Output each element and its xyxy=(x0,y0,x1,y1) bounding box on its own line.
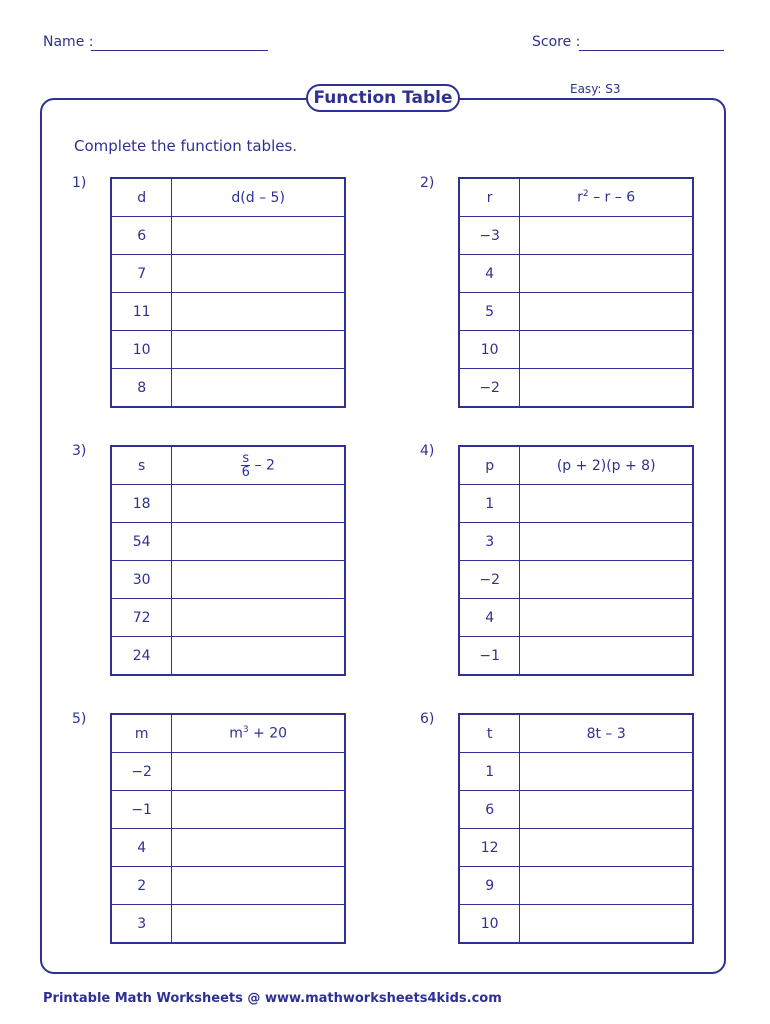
input-value: 3 xyxy=(459,523,520,561)
score-field[interactable] xyxy=(579,34,724,51)
answer-cell[interactable] xyxy=(172,369,345,408)
rule-header xyxy=(172,446,345,485)
answer-cell[interactable] xyxy=(172,599,345,637)
rule-header: d(d – 5) xyxy=(172,178,345,217)
answer-cell[interactable] xyxy=(172,905,345,944)
answer-cell[interactable] xyxy=(172,829,345,867)
answer-cell[interactable] xyxy=(520,599,693,637)
input-header: m xyxy=(111,714,172,753)
answer-cell[interactable] xyxy=(172,561,345,599)
input-value: 5 xyxy=(459,293,520,331)
input-value: 4 xyxy=(111,829,172,867)
input-header: t xyxy=(459,714,520,753)
answer-cell[interactable] xyxy=(520,523,693,561)
input-header: d xyxy=(111,178,172,217)
input-value: −1 xyxy=(111,791,172,829)
input-value: 10 xyxy=(459,331,520,369)
rule-fraction xyxy=(241,452,250,479)
name-label: Name : xyxy=(43,34,94,50)
input-value: 12 xyxy=(459,829,520,867)
input-value: −2 xyxy=(111,753,172,791)
answer-cell[interactable] xyxy=(520,561,693,599)
rule-base: m xyxy=(229,725,243,742)
input-value: 72 xyxy=(111,599,172,637)
answer-cell[interactable] xyxy=(172,331,345,369)
answer-cell[interactable] xyxy=(172,217,345,255)
answer-cell[interactable] xyxy=(520,331,693,369)
fraction-numerator: s xyxy=(242,451,250,466)
rule-header xyxy=(172,714,345,753)
answer-cell[interactable] xyxy=(520,753,693,791)
answer-cell[interactable] xyxy=(520,217,693,255)
level-label: Easy: S3 xyxy=(570,82,621,96)
rule-rest: – 2 xyxy=(250,457,275,474)
answer-cell[interactable] xyxy=(520,369,693,408)
input-value: 1 xyxy=(459,753,520,791)
input-value: 6 xyxy=(459,791,520,829)
input-value: 4 xyxy=(459,599,520,637)
answer-cell[interactable] xyxy=(172,791,345,829)
rule-header: (p + 2)(p + 8) xyxy=(520,446,693,485)
answer-cell[interactable] xyxy=(172,867,345,905)
input-value: 54 xyxy=(111,523,172,561)
input-value: −3 xyxy=(459,217,520,255)
rule-base: r xyxy=(577,189,583,206)
input-value: 24 xyxy=(111,637,172,676)
answer-cell[interactable] xyxy=(520,829,693,867)
problem-number: 2) xyxy=(420,175,435,191)
answer-cell[interactable] xyxy=(172,523,345,561)
instructions: Complete the function tables. xyxy=(74,137,298,155)
answer-cell[interactable] xyxy=(172,293,345,331)
problem-number: 1) xyxy=(72,175,87,191)
input-header: s xyxy=(111,446,172,485)
input-value: 8 xyxy=(111,369,172,408)
input-value: 18 xyxy=(111,485,172,523)
input-header: p xyxy=(459,446,520,485)
rule-header xyxy=(520,178,693,217)
input-value: 1 xyxy=(459,485,520,523)
answer-cell[interactable] xyxy=(172,753,345,791)
input-value: 30 xyxy=(111,561,172,599)
input-header: r xyxy=(459,178,520,217)
input-value: 9 xyxy=(459,867,520,905)
function-table-5 xyxy=(110,713,346,944)
input-value: −2 xyxy=(459,561,520,599)
answer-cell[interactable] xyxy=(520,905,693,944)
input-value: 11 xyxy=(111,293,172,331)
rule-rest: + 20 xyxy=(248,725,288,742)
function-table-2 xyxy=(458,177,694,408)
rule-exponent: 3 xyxy=(242,725,249,736)
answer-cell[interactable] xyxy=(520,293,693,331)
function-table-1 xyxy=(110,177,346,408)
function-table-6 xyxy=(458,713,694,944)
answer-cell[interactable] xyxy=(520,791,693,829)
function-table-3 xyxy=(110,445,346,676)
rule-rest: – r – 6 xyxy=(588,189,636,206)
input-value: 10 xyxy=(459,905,520,944)
input-value: 10 xyxy=(111,331,172,369)
answer-cell[interactable] xyxy=(520,485,693,523)
answer-cell[interactable] xyxy=(172,485,345,523)
problem-number: 3) xyxy=(72,443,87,459)
worksheet-title: Function Table xyxy=(306,84,460,112)
answer-cell[interactable] xyxy=(520,255,693,293)
answer-cell[interactable] xyxy=(520,867,693,905)
input-value: 4 xyxy=(459,255,520,293)
fraction-denominator: 6 xyxy=(241,465,250,480)
name-field[interactable] xyxy=(91,34,268,51)
problem-number: 4) xyxy=(420,443,435,459)
rule-header: 8t – 3 xyxy=(520,714,693,753)
input-value: 6 xyxy=(111,217,172,255)
answer-cell[interactable] xyxy=(520,637,693,676)
function-table-4 xyxy=(458,445,694,676)
input-value: −1 xyxy=(459,637,520,676)
answer-cell[interactable] xyxy=(172,255,345,293)
rule-exponent: 2 xyxy=(582,189,589,200)
footer-credit: Printable Math Worksheets @ www.mathworksheets4kids.com xyxy=(43,991,502,1006)
answer-cell[interactable] xyxy=(172,637,345,676)
score-label: Score : xyxy=(532,34,581,50)
input-value: 7 xyxy=(111,255,172,293)
input-value: 2 xyxy=(111,867,172,905)
problem-number: 6) xyxy=(420,711,435,727)
input-value: −2 xyxy=(459,369,520,408)
input-value: 3 xyxy=(111,905,172,944)
problem-number: 5) xyxy=(72,711,87,727)
